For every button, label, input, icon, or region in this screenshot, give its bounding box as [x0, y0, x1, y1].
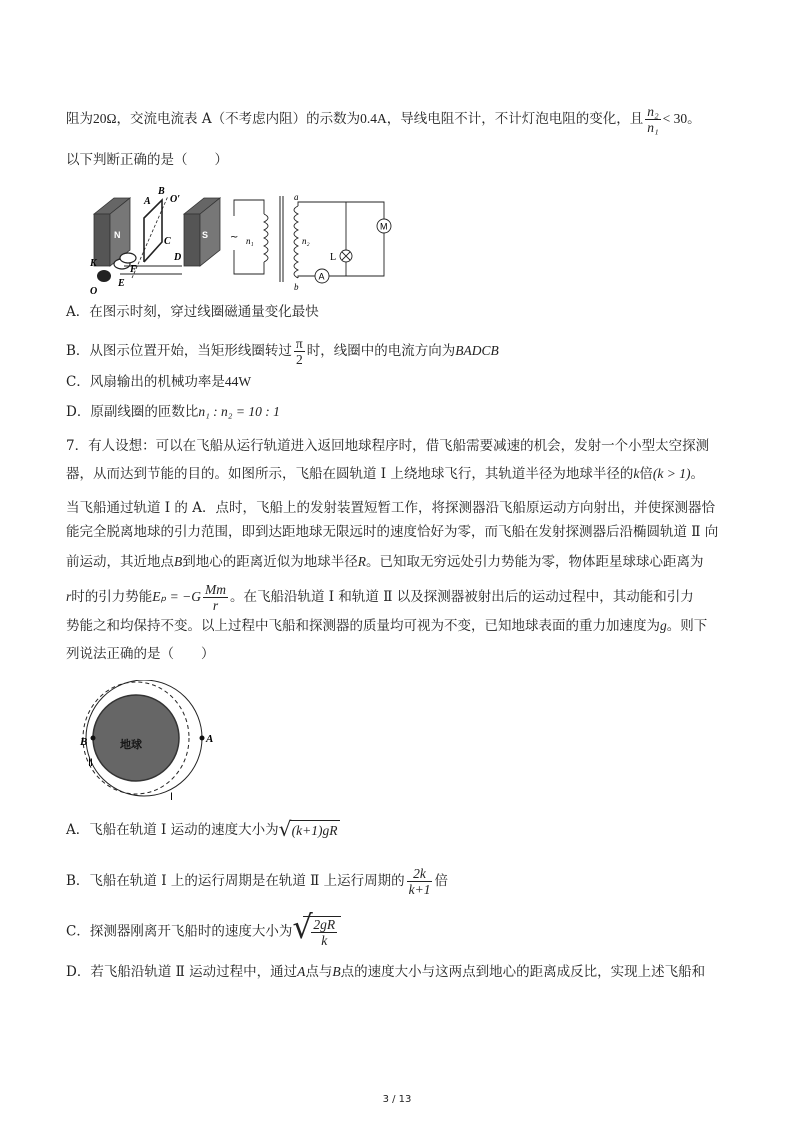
q7-stem-line5: 前运动，其近地点B到地心的距离近似为地球半径R。已知取无穷远处引力势能为零，物体距星球球心距离为 — [66, 554, 704, 570]
label-n2: n₂ — [302, 236, 310, 246]
period-fraction: $\frac{2k}{k+1}$ — [408, 866, 431, 897]
page-number: 3 / 13 — [382, 1094, 412, 1105]
ac-source-symbol: ~ — [230, 232, 239, 243]
q7-option-B[interactable]: B．飞船在轨道 Ⅰ 上的运行周期是在轨道 Ⅱ 上运行周期的 $\frac{2k}{k+1}$ 倍 — [66, 866, 448, 897]
orbit-figure — [70, 680, 220, 806]
label-B: B — [158, 186, 165, 197]
label-C: C — [164, 236, 171, 247]
label-D: D — [174, 252, 182, 263]
q7-stem-line8: 列说法正确的是（ ） — [66, 646, 215, 662]
potential-fraction: $\frac{Mm}{r}$ — [205, 582, 227, 613]
label-A: A — [206, 733, 214, 745]
q7-stem-line4: 能完全脱离地球的引力范围，即到达距地球无限远时的速度恰好为零，而飞船在发射探测器后沿椭圆轨道 Ⅱ 向 — [66, 524, 719, 540]
label-S: S — [202, 230, 209, 240]
q7-option-C[interactable]: C．探测器刚离开飞船时的速度大小为 √ $\frac{2gR}{k}$ — [66, 916, 736, 948]
label-F: F — [130, 264, 137, 275]
label-b: b — [294, 282, 299, 292]
label-orbit-II: Ⅱ — [88, 758, 93, 769]
sqrt-expression: √ (k+1)gR — [278, 817, 338, 841]
q7-option-A[interactable]: A．飞船在轨道 Ⅰ 运动的速度大小为 √ (k+1)gR — [66, 817, 338, 841]
q7-option-D[interactable]: D．若飞船沿轨道 Ⅱ 运动过程中，通过A点与B点的速度大小与这两点到地心的距离成反比，实现上述飞船和 — [66, 964, 706, 980]
label-O-prime: O′ — [170, 194, 181, 205]
q6-stem-line2: 以下判断正确的是（ ） — [66, 152, 228, 168]
motor-symbol: M — [380, 221, 388, 232]
point-A — [200, 736, 205, 741]
label-E: E — [118, 278, 125, 289]
q6-option-C[interactable]: C．风扇输出的机械功率是44W — [66, 374, 252, 390]
sqrt-fraction: √ $\frac{2gR}{k}$ — [292, 916, 341, 948]
point-B — [91, 736, 96, 741]
turns-ratio-fraction: $\frac{\text{n₂}}{\text{n₁}}$ — [647, 104, 659, 135]
q7-stem-line1: 7．有人设想：可以在飞船从运行轨道进入返回地球程序时，借飞船需要减速的机会，发射一个小型太空探测 — [66, 438, 710, 454]
q6-option-B[interactable]: B．从图示位置开始，当矩形线圈转过 $\frac{\pi}{2}$ 时，线圈中的电流方向为BADCB — [66, 336, 499, 367]
generator-circuit-figure — [84, 186, 394, 298]
q6-stem-line1: 阻为20Ω，交流电流表 A（不考虑内阻）的示数为0.4A，导线电阻不计，不计灯泡电阻的变化，且 $\frac{\text{n₂}}{\text{n₁}}$ < 30。 — [66, 104, 701, 135]
q7-stem-line6: r时的引力势能Eₚ = −G $\frac{Mm}{r}$ 。在飞船沿轨道 Ⅰ 和轨道 Ⅱ 以及探测器被射出后的运动过程中，其动能和引力 — [66, 582, 694, 613]
label-n1: n₁ — [246, 236, 254, 246]
label-a: a — [294, 192, 299, 202]
q7-stem-line3: 当飞船通过轨道 Ⅰ 的 A．点时，飞船上的发射装置短暂工作，将探测器沿飞船原运动方向射出，并使探测器恰 — [66, 500, 715, 516]
q6-option-A[interactable]: A．在图示时刻，穿过线圈磁通量变化最快 — [66, 304, 319, 320]
label-B: B — [80, 736, 88, 748]
q7-stem-line7: 势能之和均保持不变。以上过程中飞船和探测器的质量均可视为不变，已知地球表面的重力加速度为g。则下 — [66, 618, 708, 634]
label-orbit-I: Ⅰ — [170, 792, 173, 803]
q6-option-D[interactable]: D．原副线圈的匝数比n₁ : n₂ = 10 : 1 — [66, 404, 280, 420]
ammeter-symbol: A — [318, 271, 325, 282]
label-L: L — [330, 252, 337, 263]
label-O: O — [90, 286, 98, 297]
angle-fraction: $\frac{\pi}{2}$ — [295, 336, 303, 367]
earth-label: 地球 — [120, 738, 142, 751]
label-N: N — [114, 230, 121, 240]
label-K: K — [90, 258, 97, 269]
label-A: A — [144, 196, 151, 207]
q7-stem-line2: 器，从而达到节能的目的。如图所示，飞船在圆轨道 Ⅰ 上绕地球飞行，其轨道半径为地球半径的k倍(k > 1)。 — [66, 466, 705, 482]
